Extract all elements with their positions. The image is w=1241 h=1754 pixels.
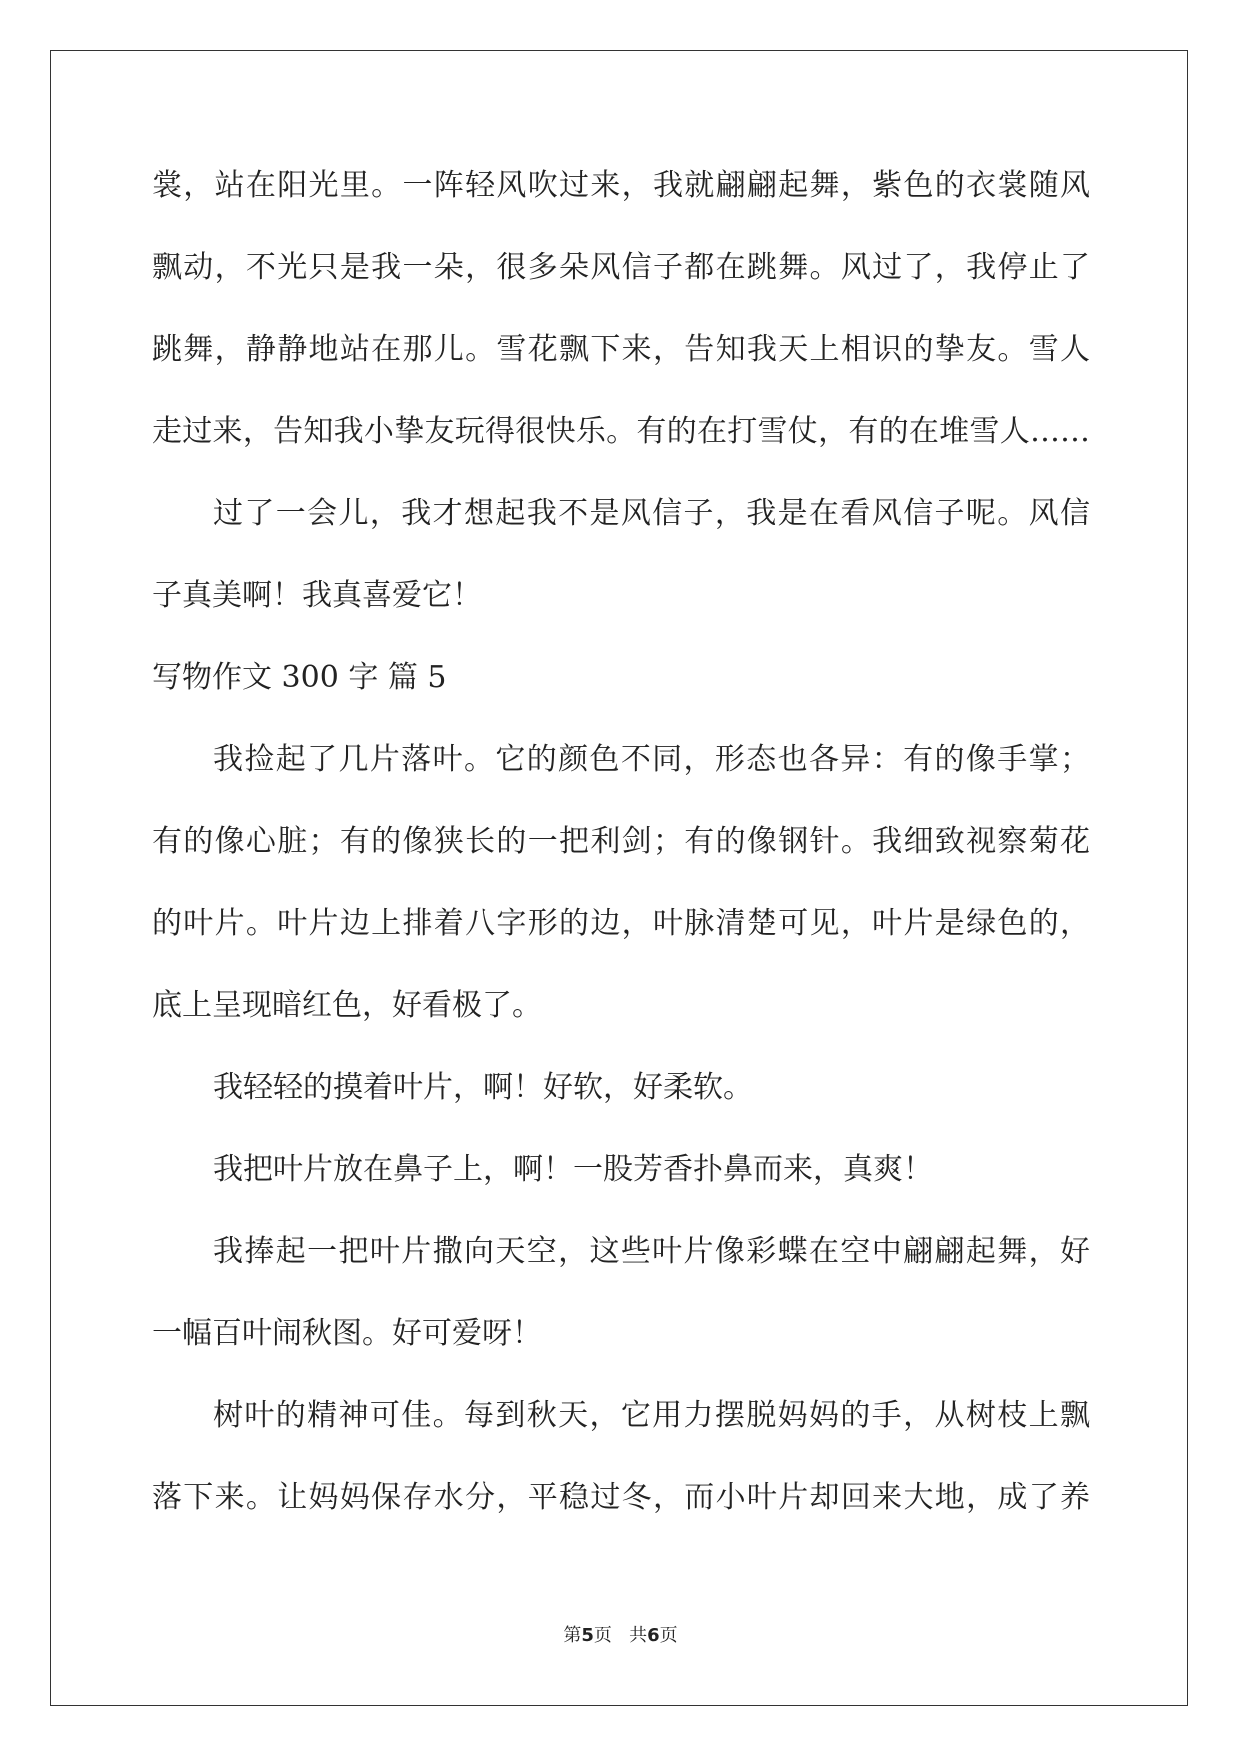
section-heading: 写物作文 300 字 篇 5 [152,660,447,695]
paragraph-line: 走过来，告知我小挚友玩得很快乐。有的在打雪仗，有的在堆雪人…… [152,414,1090,449]
paragraph-line: 我捡起了几片落叶。它的颜色不同，形态也各异：有的像手掌； [213,742,1090,777]
footer-suffix: 页 [659,1625,678,1646]
paragraph-line: 我捧起一把叶片撒向天空，这些叶片像彩蝶在空中翩翩起舞，好 [213,1234,1090,1269]
paragraph-line: 底上呈现暗红色，好看极了。 [152,988,542,1023]
paragraph-line: 落下来。让妈妈保存水分，平稳过冬，而小叶片却回来大地，成了养 [152,1480,1090,1515]
paragraph-line: 飘动，不光只是我一朵，很多朵风信子都在跳舞。风过了，我停止了 [152,250,1090,285]
footer-page-word: 页 共 [593,1625,648,1646]
current-page-number: 5 [581,1625,594,1646]
paragraph-line: 我轻轻的摸着叶片，啊！好软，好柔软。 [213,1070,753,1105]
page-footer [0,1621,1241,1647]
paragraph-line: 的叶片。叶片边上排着八字形的边，叶脉清楚可见，叶片是绿色的， [152,906,1090,941]
paragraph-line: 子真美啊！我真喜爱它！ [152,578,482,613]
total-pages-number: 6 [647,1625,660,1646]
footer-prefix: 第 [563,1625,582,1646]
paragraph-line: 我把叶片放在鼻子上，啊！一股芳香扑鼻而来，真爽！ [213,1152,933,1187]
paragraph-line: 树叶的精神可佳。每到秋天，它用力摆脱妈妈的手，从树枝上飘 [213,1398,1090,1433]
page-frame [50,50,1188,1706]
paragraph-line: 跳舞，静静地站在那儿。雪花飘下来，告知我天上相识的挚友。雪人 [152,332,1090,367]
paragraph-line: 一幅百叶闹秋图。好可爱呀！ [152,1316,542,1351]
paragraph-line: 有的像心脏；有的像狭长的一把利剑；有的像钢针。我细致视察菊花 [152,824,1090,859]
paragraph-line: 裳，站在阳光里。一阵轻风吹过来，我就翩翩起舞，紫色的衣裳随风 [152,168,1090,203]
paragraph-line: 过了一会儿，我才想起我不是风信子，我是在看风信子呢。风信 [213,496,1090,531]
